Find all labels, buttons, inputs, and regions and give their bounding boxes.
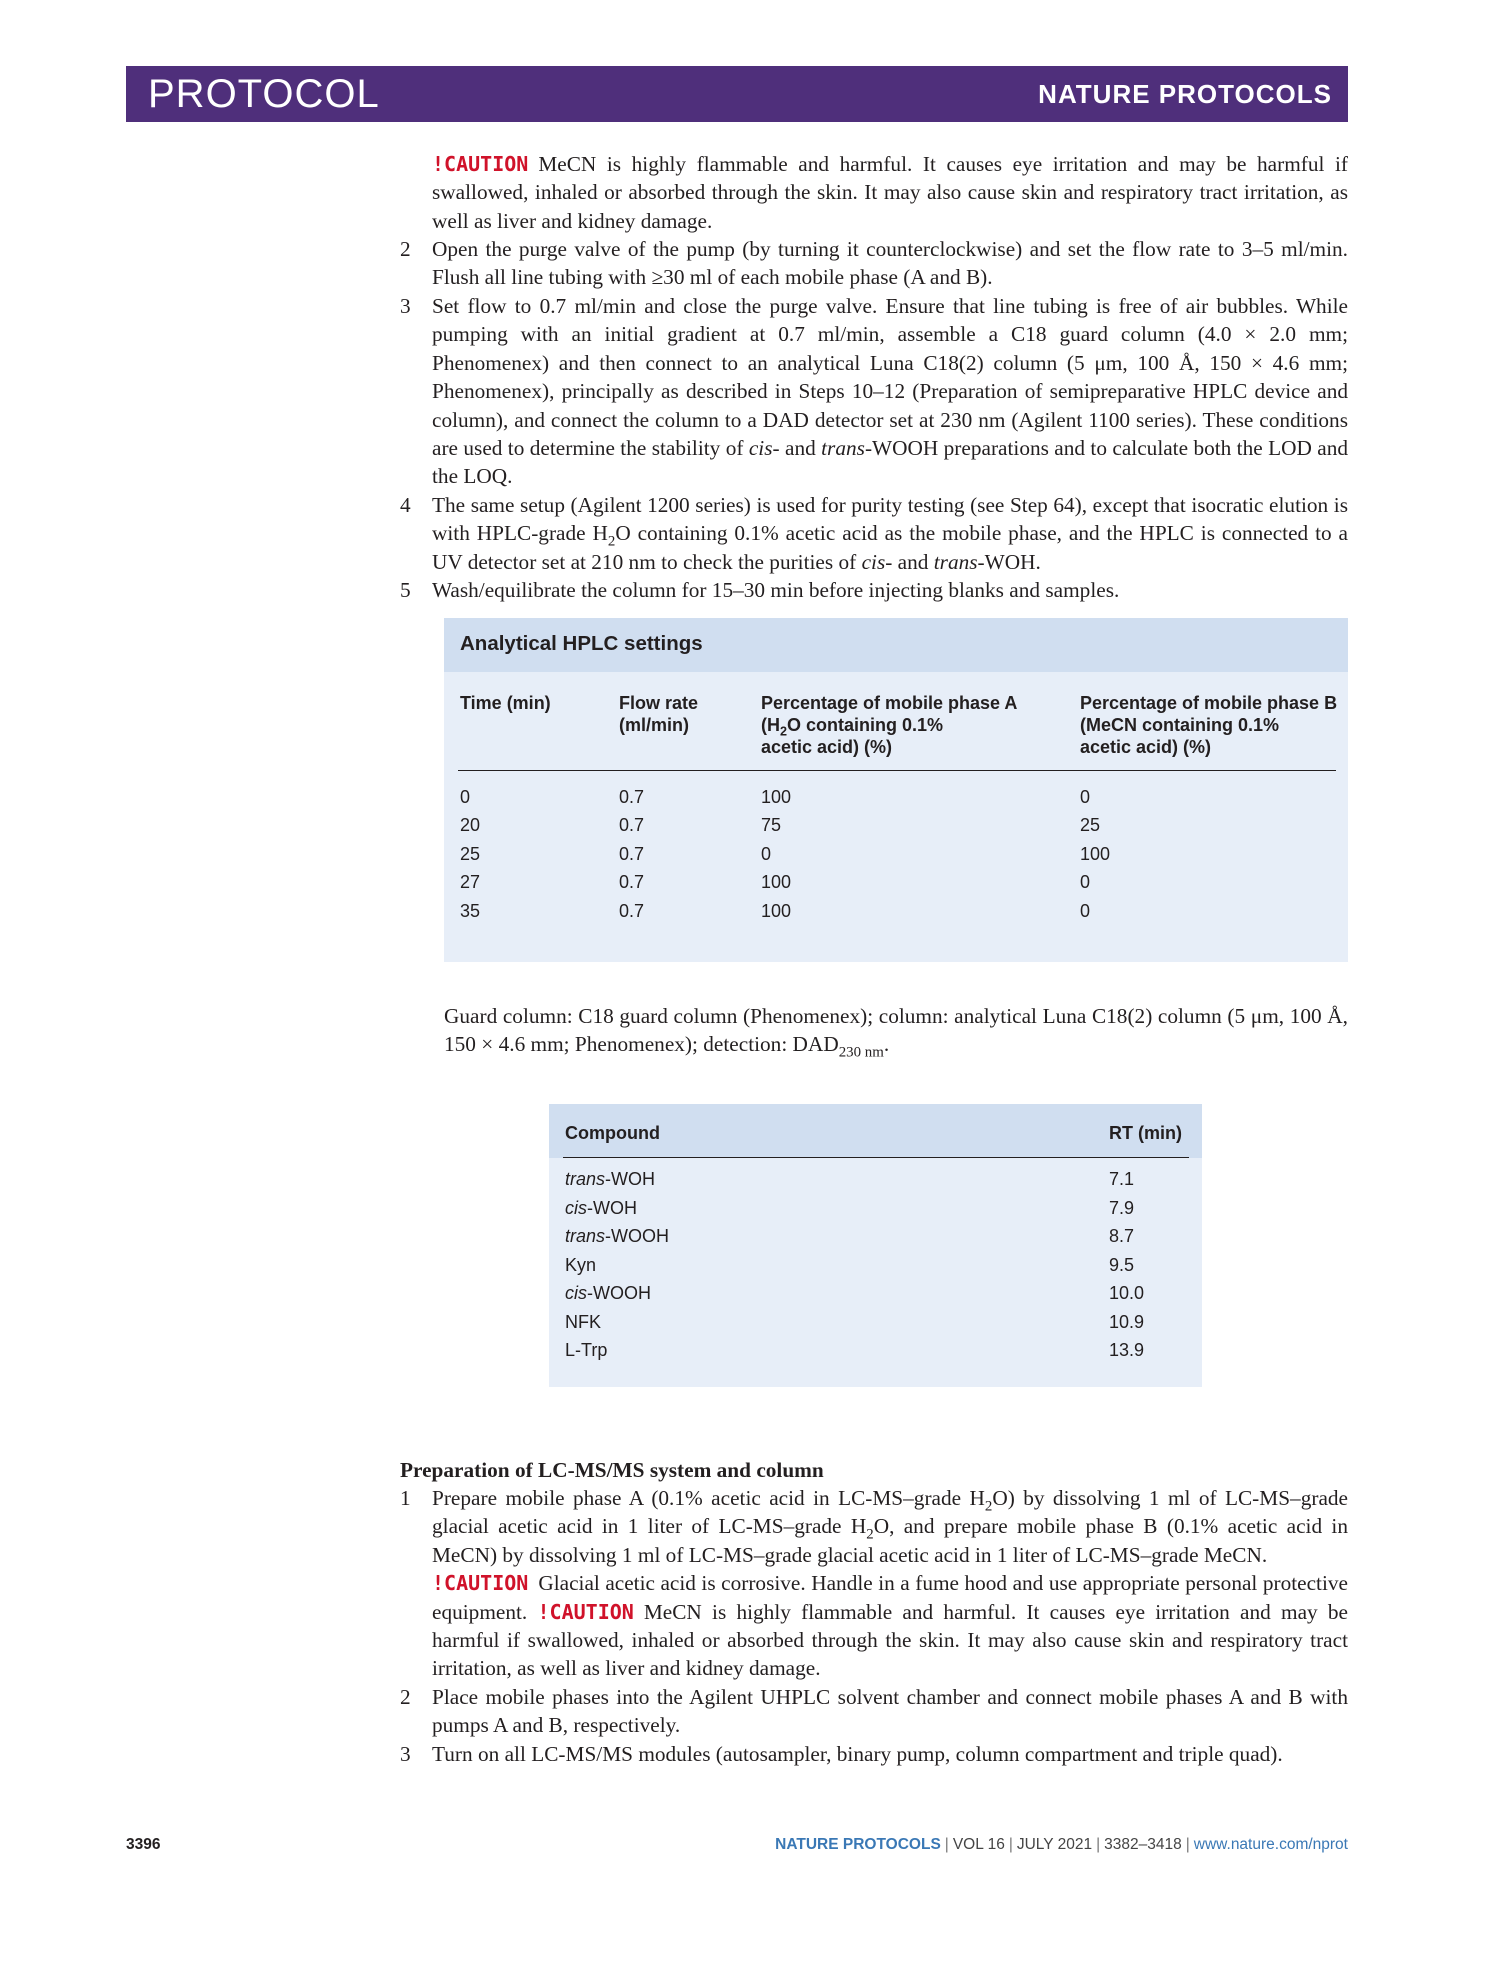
- col-header-time: Time (min): [460, 693, 551, 713]
- step-number: 1: [400, 1486, 411, 1510]
- col-header-flow: Flow rate (ml/min): [619, 693, 699, 735]
- hplc-settings-table: Analytical HPLC settings Time (min) Flow rate (ml/min) Percentage of mobile phase A ($H_2O$ containing 0.1% acetic acid) (%) Percentage of mobile phase B (MeCN containing 0.1% acetic acid) (%) 0 0.7 100 0 20 0.7 75 25 25 0.7 0 100 27 0.7 100 0 35 0.7 100 0: [444, 618, 1348, 962]
- col-header-compound: Compound: [565, 1123, 660, 1143]
- step-number: 3: [400, 294, 411, 318]
- header-band: [126, 66, 1348, 122]
- section-heading: Preparation of LC-MS/MS system and column: [400, 1458, 824, 1482]
- step-text: Set flow to 0.7 ml/min and close the purge valve. Ensure that line tubing is free of air bubbles. While pumping with an initial gradient at 0.7 ml/min, assemble a C18 guard column (4.0 × 2.0 mm; Phenomenex) and then connect to an analytical Luna C18(2) column (5 μm, 100 Å, 150 × 4.6 mm; Phenomenex), principally as described in Steps 10–12 (Preparation of semipreparative HPLC device and column), and connect the column to a DAD detector set at 230 nm (Agilent 1100 series). These conditions are used to determine the stability of cis- and trans-WOOH preparations and to calculate both the LOD and the LOQ.: [432, 294, 1348, 489]
- journal-name: NATURE PROTOCOLS: [1038, 79, 1332, 109]
- footer-url-link[interactable]: www.nature.com/nprot: [1193, 1836, 1348, 1853]
- step-text: The same setup (Agilent 1200 series) is used for purity testing (see Step 64), except that isocratic elution is with HPLC-grade $H_2O$ containing 0.1% acetic acid as the mobile phase, and the HPLC is connected to a UV detector set at 210 nm to check the purities of cis- and trans-WOH.: [432, 493, 1349, 574]
- guard-column-note: Guard column: C18 guard column (Phenomenex); column: analytical Luna C18(2) column (5 μm, 100 Å, 150 × 4.6 mm; Phenomenex); detection: $DAD_{230 nm}$.: [444, 1004, 1348, 1061]
- footer-citation: NATURE PROTOCOLS | VOL 16 | JULY 2021 | 3382–3418 | www.nature.com/nprot: [775, 1836, 1348, 1853]
- caution-label: !CAUTION: [432, 1571, 529, 1596]
- footer-journal: NATURE PROTOCOLS: [775, 1836, 941, 1853]
- intro-caution: [432, 150, 1348, 235]
- step-text: Place mobile phases into the Agilent UHPLC solvent chamber and connect mobile phases A and B with pumps A and B, respectively.: [432, 1685, 1348, 1738]
- caution-text: MeCN is highly flammable and harmful. It causes eye irritation and may be harmful if swallowed, inhaled or absorbed through the skin. It may also cause skin and respiratory tract irritation, as well as liver and kidney damage.: [432, 152, 1348, 233]
- col-header-phase-b: Percentage of mobile phase B (MeCN containing 0.1% acetic acid) (%): [1080, 693, 1338, 757]
- table-header-band: [444, 618, 1348, 672]
- caution-label: !CAUTION: [432, 152, 529, 176]
- page-number: 3396: [126, 1836, 161, 1853]
- step-number: 3: [400, 1742, 411, 1766]
- section-label: PROTOCOL: [148, 72, 380, 116]
- step-number: 2: [400, 1685, 411, 1709]
- header-rule: [563, 1157, 1189, 1158]
- col-header-phase-a: Percentage of mobile phase A ($H_2O$ containing 0.1% acetic acid) (%): [761, 693, 1018, 757]
- step-number: 2: [400, 237, 411, 261]
- step-number: 5: [400, 578, 411, 602]
- header-rule: [458, 770, 1336, 771]
- retention-time-table: Compound RT (min) trans-WOH 7.1 cis-WOH 7.9 trans-WOOH 8.7 Kyn 9.5 cis-WOOH 10.0 NFK 10.9 L-Trp 13.9: [549, 1104, 1202, 1387]
- table-title: Analytical HPLC settings: [460, 632, 703, 655]
- step-text: Prepare mobile phase A (0.1% acetic acid in LC-MS–grade $H_2O$) by dissolving 1 ml of LC-MS–grade glacial acetic acid in 1 liter of LC-MS–grade $H_2O$, and prepare mobile phase B (0.1% acetic acid in MeCN) by dissolving 1 ml of LC-MS–grade glacial acetic acid in 1 liter of LC-MS–grade MeCN. !CAUTION Glacial acetic acid is corrosive. Handle in a fume hood and use appropriate personal protective equipment. !CAUTION MeCN is highly flammable and harmful. It causes eye irritation and may be harmful if swallowed, inhaled or absorbed through the skin. It may also cause skin and respiratory tract irritation, as well as liver and kidney damage.: [432, 1486, 1349, 1681]
- table-header-band: [549, 1104, 1202, 1158]
- step-text: Turn on all LC-MS/MS modules (autosampler, binary pump, column compartment and triple quad).: [432, 1742, 1283, 1766]
- step-number: 4: [400, 493, 411, 517]
- caution-label: !CAUTION: [537, 1599, 634, 1624]
- step-text: Open the purge valve of the pump (by turning it counterclockwise) and set the flow rate to 3–5 ml/min. Flush all line tubing with ≥30 ml of each mobile phase (A and B).: [432, 237, 1348, 290]
- step-text: Wash/equilibrate the column for 15–30 min before injecting blanks and samples.: [432, 578, 1120, 602]
- col-header-rt: RT (min): [1109, 1123, 1182, 1143]
